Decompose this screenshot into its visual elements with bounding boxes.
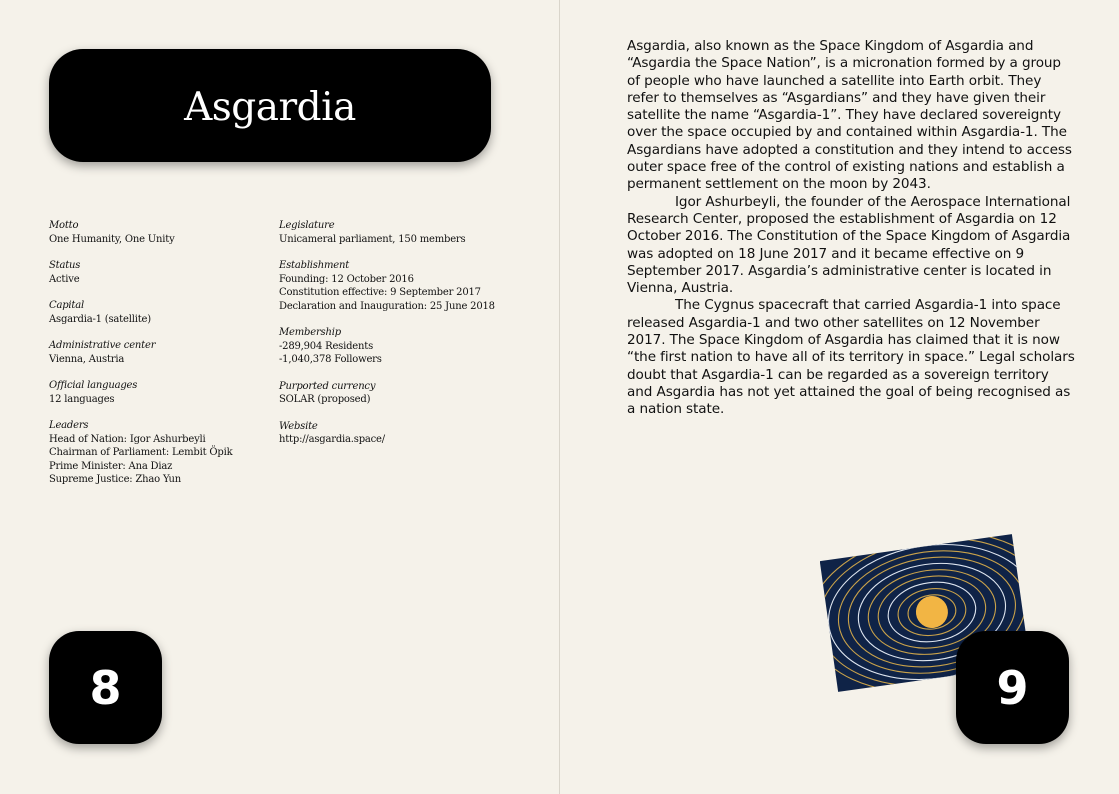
- fact-value: 12 languages: [49, 393, 115, 405]
- page-number-left: 8: [49, 631, 162, 744]
- fact-value: Prime Minister: Ana Diaz: [49, 460, 173, 472]
- fact-item: [49, 259, 269, 286]
- fact-value: Chairman of Parliament: Lembit Öpik: [49, 447, 233, 458]
- page-number-right: 9: [956, 631, 1069, 744]
- fact-item: [279, 380, 539, 407]
- fact-value: Vienna, Austria: [49, 353, 125, 365]
- fact-value: Head of Nation: Igor Ashurbeyli: [49, 433, 206, 445]
- facts-column-left: [49, 219, 269, 500]
- page-gutter: [559, 0, 560, 794]
- fact-label: Status: [49, 260, 81, 271]
- fact-value: Active: [49, 273, 80, 285]
- fact-label: Website: [279, 420, 318, 432]
- fact-item: [49, 379, 269, 406]
- facts-column-right: [279, 219, 539, 460]
- fact-item: [279, 420, 539, 447]
- fact-label: Capital: [49, 300, 84, 311]
- fact-label: Official languages: [49, 380, 138, 391]
- fact-item: [49, 299, 269, 326]
- fact-value: Asgardia-1 (satellite): [49, 313, 151, 325]
- body-paragraph: The Cygnus spacecraft that carried Asgardia-1 into space released Asgardia-1 and two other satellites on 12 November 2017. The Space Kingdom of Asgardia has claimed that it is now “the first nation to have all of its territory in space.” Legal scholars doubt that Asgardia-1 can be regarded as a sovereign territory and Asgardia has not yet attained the goal of being recognised as a nation state.: [627, 297, 1075, 418]
- fact-item: [49, 419, 269, 487]
- fact-item: [279, 219, 539, 246]
- fact-value: One Humanity, One Unity: [49, 233, 175, 245]
- fact-value: Declaration and Inauguration: 25 June 2018: [279, 300, 495, 312]
- fact-value: Unicameral parliament, 150 members: [279, 233, 466, 245]
- body-text: [627, 38, 1077, 419]
- fact-value: Supreme Justice: Zhao Yun: [49, 474, 181, 485]
- fact-label: Motto: [49, 220, 79, 231]
- body-paragraph: Igor Ashurbeyli, the founder of the Aerospace International Research Center, proposed the establishment of Asgardia on 12 October 2016. The Constitution of the Space Kingdom of Asgardia was adopted on 18 June 2017 and it became effective on 9 September 2017. Asgardia’s administrative center is located in Vienna, Austria.: [627, 193, 1071, 297]
- fact-value: Constitution effective: 9 September 2017: [279, 287, 481, 298]
- fact-label: Membership: [279, 327, 341, 338]
- fact-item: [279, 259, 539, 313]
- fact-label: Purported currency: [279, 380, 376, 392]
- body-paragraph: Asgardia, also known as the Space Kingdom of Asgardia and “Asgardia the Space Nation”, is a micronation formed by a group of people who have launched a satellite into Earth orbit. They refer to themselves as “Asgardians” and they have given their satellite the name “Asgardia-1”. They have declared sovereignty over the space occupied by and contained within Asgardia-1. The Asgardians have adopted a constitution and they intend to access outer space free of the control of existing nations and establish a permanent settlement on the moon by 2043.: [627, 38, 1072, 193]
- fact-value[interactable]: http://asgardia.space/: [279, 434, 385, 445]
- fact-value: Founding: 12 October 2016: [279, 273, 414, 285]
- fact-item: [49, 339, 269, 366]
- fact-value: SOLAR (proposed): [279, 394, 371, 405]
- fact-label: Establishment: [279, 260, 350, 271]
- page-title: Asgardia: [184, 85, 356, 130]
- fact-label: Administrative center: [49, 340, 156, 351]
- fact-value: -289,904 Residents: [279, 340, 373, 352]
- fact-item: [49, 219, 269, 246]
- fact-item: [279, 326, 539, 367]
- fact-label: Leaders: [49, 420, 89, 431]
- fact-label: Legislature: [279, 220, 335, 231]
- title-box: [49, 49, 491, 162]
- fact-value: -1,040,378 Followers: [279, 354, 382, 365]
